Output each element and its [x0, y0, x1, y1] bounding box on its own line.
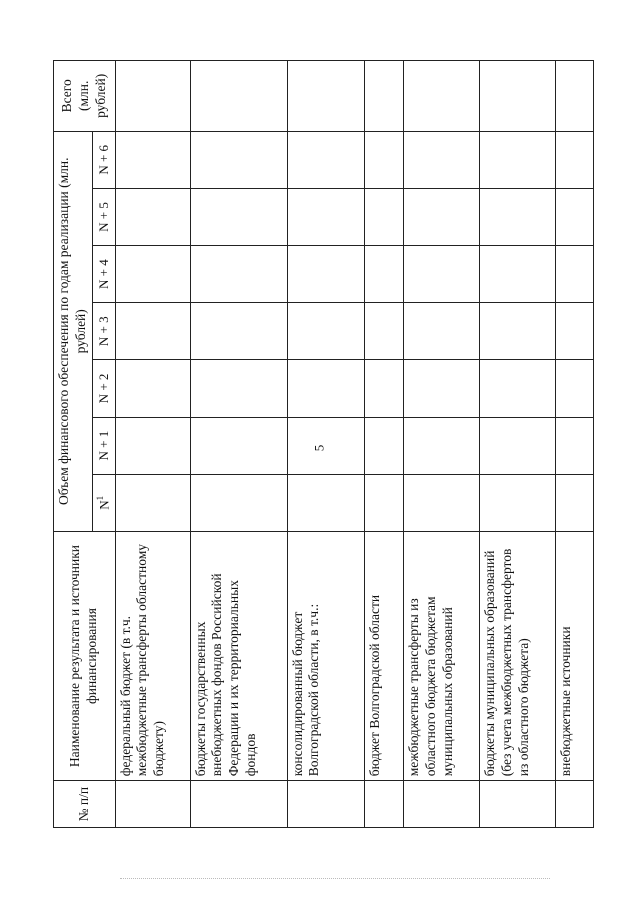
row-year-value	[403, 360, 479, 417]
row-year-value	[115, 188, 190, 245]
row-year-value	[480, 246, 556, 303]
row-year-value	[115, 246, 190, 303]
row-year-value	[365, 474, 404, 531]
row-year-value	[365, 360, 404, 417]
row-total-value	[556, 61, 594, 132]
row-year-value	[190, 131, 287, 188]
row-year-value	[556, 131, 594, 188]
table-row	[403, 61, 479, 828]
row-year-value	[115, 131, 190, 188]
row-name: бюджеты государственных внебюджетных фондов Российской Федерации и их территориальных фондов	[190, 531, 287, 780]
row-total-value	[190, 61, 287, 132]
row-year-value	[287, 303, 365, 360]
row-total-value	[115, 61, 190, 132]
row-year-value	[556, 474, 594, 531]
row-year-value	[365, 131, 404, 188]
row-total-value	[403, 61, 479, 132]
row-name: внебюджетные источники	[556, 531, 594, 780]
page-number: 5	[311, 444, 327, 452]
row-year-value	[403, 417, 479, 474]
header-total: Всего (млн. рублей)	[54, 61, 116, 132]
row-year-value	[480, 474, 556, 531]
row-num	[480, 781, 556, 828]
row-year-value	[480, 417, 556, 474]
footnote-marker: 1	[95, 495, 105, 501]
row-year-value	[287, 188, 365, 245]
row-year-value	[190, 188, 287, 245]
header-num: № п/п	[54, 781, 116, 828]
row-num	[115, 781, 190, 828]
table-row	[190, 61, 287, 828]
table-row	[115, 61, 190, 828]
row-num	[287, 781, 365, 828]
row-year-value	[365, 246, 404, 303]
table-row	[365, 61, 404, 828]
row-year-value	[287, 246, 365, 303]
header-year-4: N + 4	[93, 246, 116, 303]
row-name: бюджеты муниципальных образований (без учета межбюджетных трансфертов из областного бюджета)	[480, 531, 556, 780]
table-row	[287, 61, 365, 828]
header-year-2: N + 2	[93, 360, 116, 417]
table-row	[480, 61, 556, 828]
row-year-value	[403, 188, 479, 245]
row-total-value	[287, 61, 365, 132]
header-name: Наименование результата и источники финансирования	[54, 531, 116, 780]
funding-table	[53, 60, 594, 828]
row-year-value	[556, 188, 594, 245]
row-total-value	[480, 61, 556, 132]
row-year-value	[556, 303, 594, 360]
row-year-value	[365, 303, 404, 360]
row-year-value	[480, 131, 556, 188]
header-funding: Объем финансового обеспечения по годам реализации (млн. рублей)	[54, 131, 93, 531]
row-year-value	[115, 303, 190, 360]
row-year-value	[480, 360, 556, 417]
row-year-value	[190, 303, 287, 360]
row-year-value	[287, 474, 365, 531]
header-year-5: N + 5	[93, 188, 116, 245]
row-year-value	[403, 303, 479, 360]
row-year-value	[403, 246, 479, 303]
row-year-value	[365, 417, 404, 474]
row-year-value	[556, 417, 594, 474]
row-num	[556, 781, 594, 828]
row-year-value	[365, 188, 404, 245]
row-num	[403, 781, 479, 828]
row-year-value	[287, 131, 365, 188]
row-year-value	[115, 474, 190, 531]
header-year-6: N + 6	[93, 131, 116, 188]
row-year-value	[287, 417, 365, 474]
row-year-value	[480, 303, 556, 360]
row-year-value	[190, 417, 287, 474]
row-year-value	[115, 417, 190, 474]
row-year-value	[190, 360, 287, 417]
row-num	[190, 781, 287, 828]
row-name: федеральный бюджет (в т.ч. межбюджетные трансферты областному бюджету)	[115, 531, 190, 780]
row-name: межбюджетные трансферты из областного бюджета бюджетам муниципальных образований	[403, 531, 479, 780]
table-row	[556, 61, 594, 828]
row-name: бюджет Волгоградской области	[365, 531, 404, 780]
row-name: консолидированный бюджет Волгоградской области, в т.ч.:	[287, 531, 365, 780]
row-year-value	[115, 360, 190, 417]
row-year-value	[403, 131, 479, 188]
header-year-0: $N^1$	[93, 474, 116, 531]
header-year-1: N + 1	[93, 417, 116, 474]
row-year-value	[480, 188, 556, 245]
row-year-value	[190, 474, 287, 531]
funding-table-container	[53, 60, 594, 828]
row-year-value	[556, 246, 594, 303]
row-year-value	[556, 360, 594, 417]
row-num	[365, 781, 404, 828]
footer-divider	[120, 878, 550, 879]
row-year-value	[403, 474, 479, 531]
row-total-value	[365, 61, 404, 132]
row-year-value	[190, 246, 287, 303]
header-year-3: N + 3	[93, 303, 116, 360]
row-year-value	[287, 360, 365, 417]
